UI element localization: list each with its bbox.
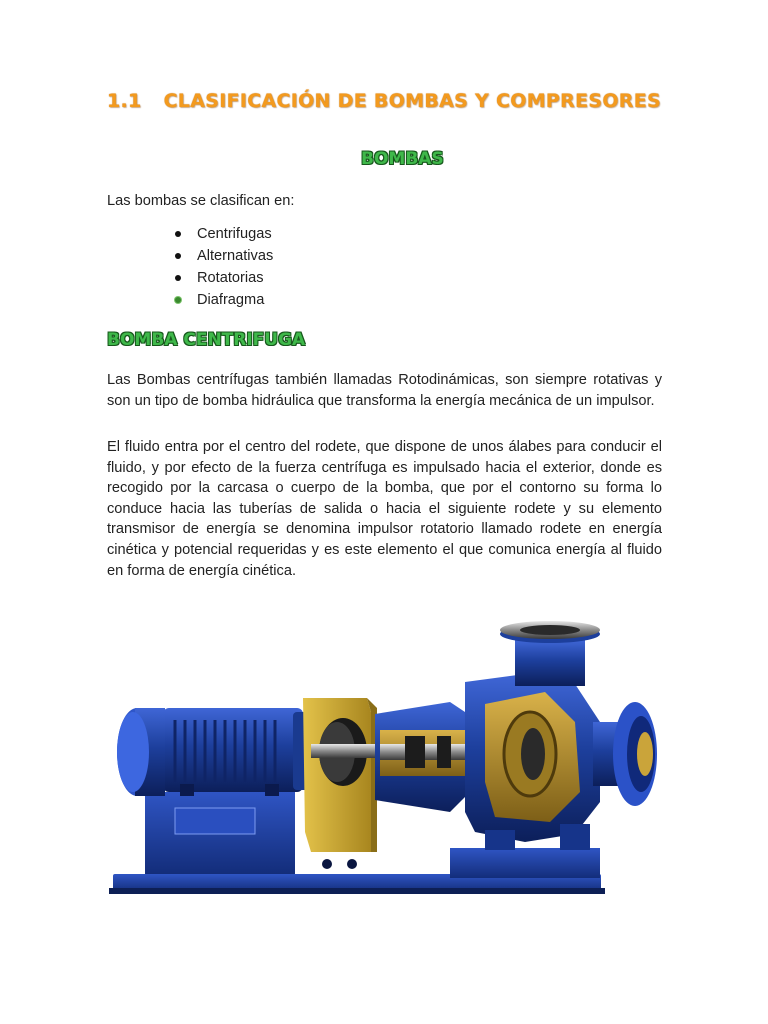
centrifuga-paragraph-2: El fluido entra por el centro del rodete, que dispone de unos álabes para conducir el fluido, y por efecto de la fuerza centrífuga es impulsado hacia el exterior, donde es recogido por la carcasa o cuerpo de la bomba, que por el contorno su forma lo conduce hacia las tuberías de salida o hacia el siguiente rodete y su elemento transmisor de energía se denomina impulsor rotatorio llamado rodete en energía cinética y potencial requeridas y es este elemento el que comunica energía al fluido en forma de energía cinética.: [107, 439, 662, 579]
list-item-label: Alternativas: [197, 248, 274, 264]
centrifuga-heading: BOMBA CENTRIFUGA: [107, 330, 306, 350]
section-number: 1.1: [107, 90, 142, 112]
bombas-heading: BOMBAS: [361, 149, 444, 169]
section-title: CLASIFICACIÓN DE BOMBAS Y COMPRESORES: [163, 90, 661, 112]
list-item-label: Centrifugas: [197, 226, 272, 242]
section-heading: [107, 90, 661, 112]
bombas-intro: Las bombas se clasifican en:: [107, 193, 295, 209]
bullet-icon: [175, 231, 181, 237]
list-item: [175, 245, 273, 267]
centrifugal-pump-illustration-icon: [105, 612, 665, 904]
list-item: [175, 267, 273, 289]
pump-types-list: [175, 223, 273, 311]
list-item-label: Diafragma: [197, 292, 265, 308]
list-item: [175, 223, 273, 245]
bullet-icon: [175, 253, 181, 259]
list-item: [175, 289, 273, 311]
centrifuga-paragraph-1: Las Bombas centrífugas también llamadas Rotodinámicas, son siempre rotativas y son un tipo de bomba hidráulica que transforma la energía mecánica de un impulsor.: [107, 372, 662, 409]
bullet-icon: [175, 275, 181, 281]
bullet-icon: [175, 297, 181, 303]
list-item-label: Rotatorias: [197, 270, 264, 286]
